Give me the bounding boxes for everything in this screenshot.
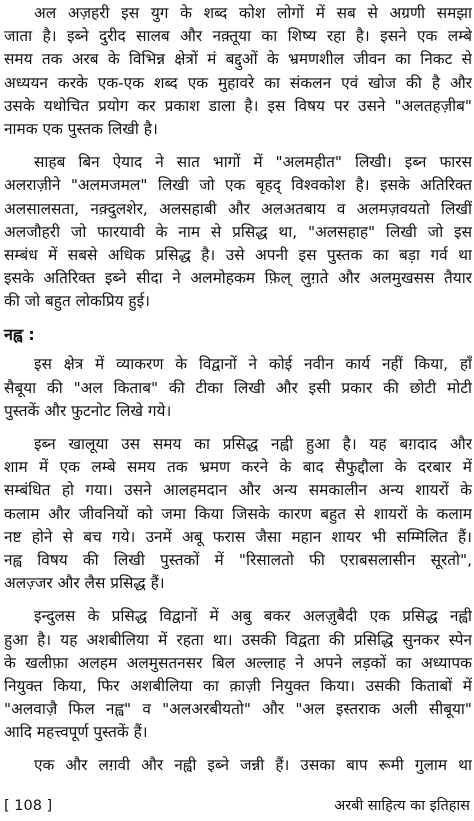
book-title: अरबी साहित्य का इतिहास [334,798,470,814]
paragraph-sahab-bin-aiyad [4,151,472,313]
paragraph-ibn-jinni [4,754,472,777]
text-line: अलजौहरी जो फारयावी के नाम से प्रसिद्ध था, "अलसहाह" लिखी जो इस [4,222,472,241]
text-line: नामक एक पुस्तक लिखी है। [4,119,158,138]
section-heading-nahv: नह्व : [4,325,35,345]
page-footer [4,795,470,817]
text-line: सम्बंधित हो गया। उसने आलहमदान और अन्य समकालीन अन्य शायरों के [4,481,472,500]
page-number: [ 108 ] [4,798,53,814]
text-line: इसके अतिरिक्त इब्ने सीदा ने अलमोहकम फ़िल् लुग़ते और अलमुखसस तैयार [4,269,472,288]
text-line: नष्ट होने से बच गये। उनमें अबू फरास जैसा महान शायर भी सम्मिलित हैं। [4,527,472,546]
paragraph-andalus-scholars [4,605,472,744]
paragraph-ibn-khaluya [4,433,472,595]
text-line: पुस्तकें और फुटनोट लिखे गये। [4,401,172,420]
text-line: नियुक्त किया, फिर अशबीलिया का क़ाज़ी नियुक्त किया। उसकी किताबों में [4,676,472,695]
text-line: सम्बंध में सबसे अधिक प्रसिद्ध है। उसे अपनी इस पुस्तक का बड़ा गर्व था [4,245,472,264]
text-line: एक और लग़वी और नह्वी इब्ने जन्नी हैं। उसका बाप रूमी गुलाम था [34,756,472,775]
text-line: जाता है। इब्ने दुरीद सालब और नक़्तूया का शिष्य रहा है। इसने एक लम्बे [4,27,472,46]
paragraph-grammar-scholars [4,353,472,423]
text-line: इब्न खालूया उस समय का प्रसिद्ध नह्वी हुआ है। यह बग़दाद और [34,435,472,453]
paragraph-al-azhari [4,2,472,141]
text-line: शाम में एक लम्बे समय तक भ्रमण करने के बाद सैफुद्दौला के दरबार में [4,458,472,477]
text-line: अल अज़हरी इस युग के शब्द कोश लोगों में सब से अग्रणी समझा [34,4,472,22]
text-line: अध्ययन करके एक-एक शब्द एक मुहावरे का संकलन एवं खोज की है और [4,73,472,92]
text-line: उसके यथोचित प्रयोग कर प्रकाश डाला है। इस विषय पर उसने "अलतहज़ीब" [4,96,472,115]
text-line: "अलवाज़ै फिल नह्व" व "अलअरबीयतो" और "अल इस्तराक अली सीबूया" [4,700,472,719]
text-line: कलाम और जीवनियों को जमा किया जिसके कारण बहुत से शायरों के कलाम [4,504,472,523]
text-line: की जो बहुत लोकप्रिय हुई। [4,292,150,311]
text-line: अलराज़ीने "अलमजमल" लिखी जो एक बृहद् विश्वकोश है। इसके अतिरिक्त [4,176,472,195]
text-line: के खलीफ़ा अलहम अलमुसतनसर बिल अल्लाह ने अपने लड़कों का अध्यापक [4,653,472,672]
text-line: साहब बिन ऐयाद ने सात भागों में "अलमहीत" लिखी। इब्न फारस [34,153,472,172]
text-line: आदि महत्त्वपूर्ण पुस्तकें हैं। [4,723,148,742]
text-line: इन्दुलस के प्रसिद्ध विद्वानों में अबु बकर अलज़ुबैदी एक प्रसिद्ध नह्वी [34,607,472,626]
text-line: अलसालसता, नक़्दुलशेर, अलसहाबी और अलअतबाय व अलमज़वयतो लिखीं [4,199,472,218]
text-line: अलज़्जर और लैस प्रसिद्ध हैं। [4,574,165,593]
text-line: सैबूया की "अल किताब" की टीका लिखी और इसी प्रकार की छोटी मोटी [4,378,472,397]
text-line: हुआ है। यह अशबीलिया में रहता था। उसकी विद्वता की प्रसिद्धि सुनकर स्पेन [4,630,472,649]
text-line: इस क्षेत्र में व्याकरण के विद्वानों ने कोई नवीन कार्य नहीं किया, हाँ [34,355,472,374]
text-line: समय तक अरब के विभिन्न क्षेत्रों मं बद्दुओं के भ्रमणशील जीवन का निकट से [4,50,472,69]
text-line: नह्व विषय की लिखी पुस्तकों में "रिसालतो फी एराबसलासीन सूरतो", [4,550,472,569]
